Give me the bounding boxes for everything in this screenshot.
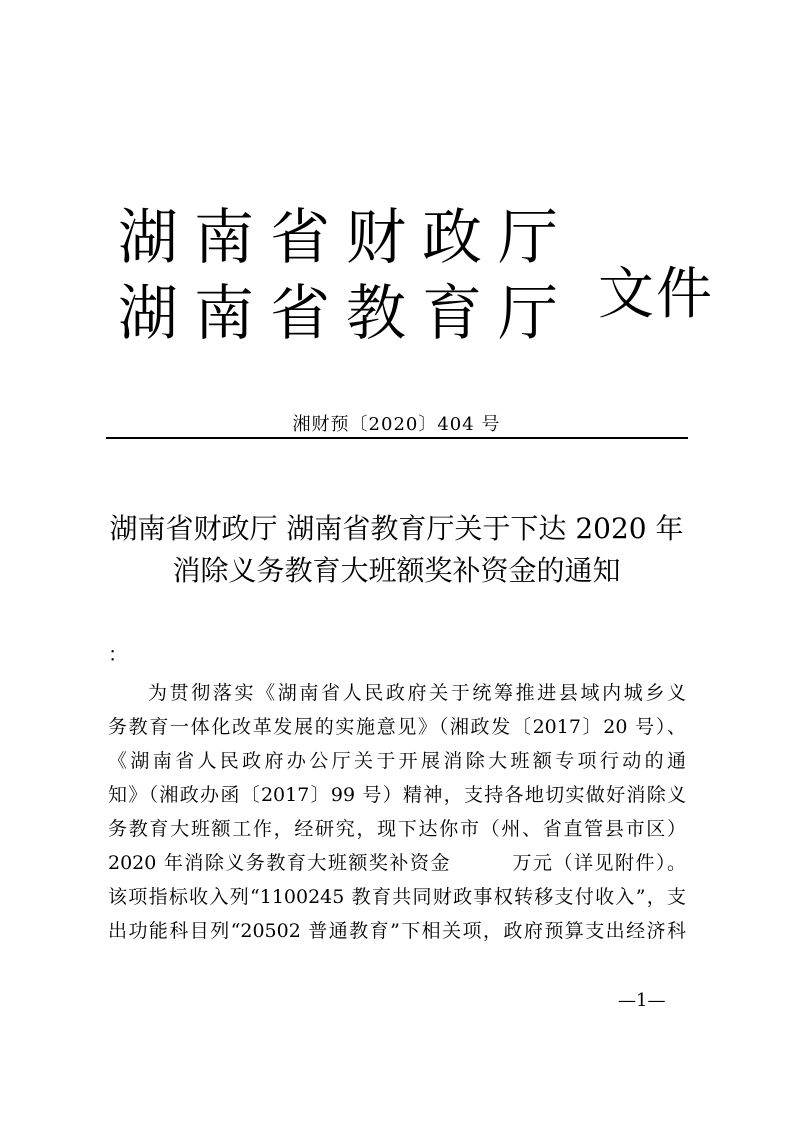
salutation: ： <box>108 642 128 666</box>
title-line-1: 湖南省财政厅 湖南省教育厅关于下达 2020 年 <box>109 512 684 545</box>
page-number: —1— <box>618 990 666 1011</box>
document-number: 湘财预〔2020〕404 号 <box>292 414 501 435</box>
body-line: 务教育一体化改革发展的实施意见》（湘政发〔2017〕20 号）、 <box>108 716 686 738</box>
title-line-2: 消除义务教育大班额奖补资金的通知 <box>172 554 621 587</box>
body-line: 务教育大班额工作，经研究，现下达你市（州、省直管县市区） <box>108 818 686 840</box>
document-title <box>60 508 733 592</box>
body-line: 2020 年消除义务教育大班额奖补资金 万元（详见附件）。 <box>108 852 686 874</box>
body-line: 为贯彻落实《湖南省人民政府关于统筹推进县域内城乡义 <box>148 682 686 704</box>
body-line: 出功能科目列“20502 普通教育”下相关项，政府预算支出经济科 <box>108 920 686 942</box>
issuer-education-department: 湖南省教育厅 <box>118 279 574 349</box>
issuer-finance-department: 湖南省财政厅 <box>118 203 574 273</box>
body-paragraph <box>108 676 686 948</box>
body-line: 《湖南省人民政府办公厅关于开展消除大班额专项行动的通 <box>108 750 686 772</box>
body-line: 知》（湘政办函〔2017〕99 号）精神，支持各地切实做好消除义 <box>108 784 686 806</box>
issuing-authorities <box>118 200 574 352</box>
header-divider <box>106 437 688 439</box>
body-line: 该项指标收入列“1100245 教育共同财政事权转移支付收入”，支 <box>108 886 686 908</box>
document-label: 文件 <box>598 262 714 327</box>
